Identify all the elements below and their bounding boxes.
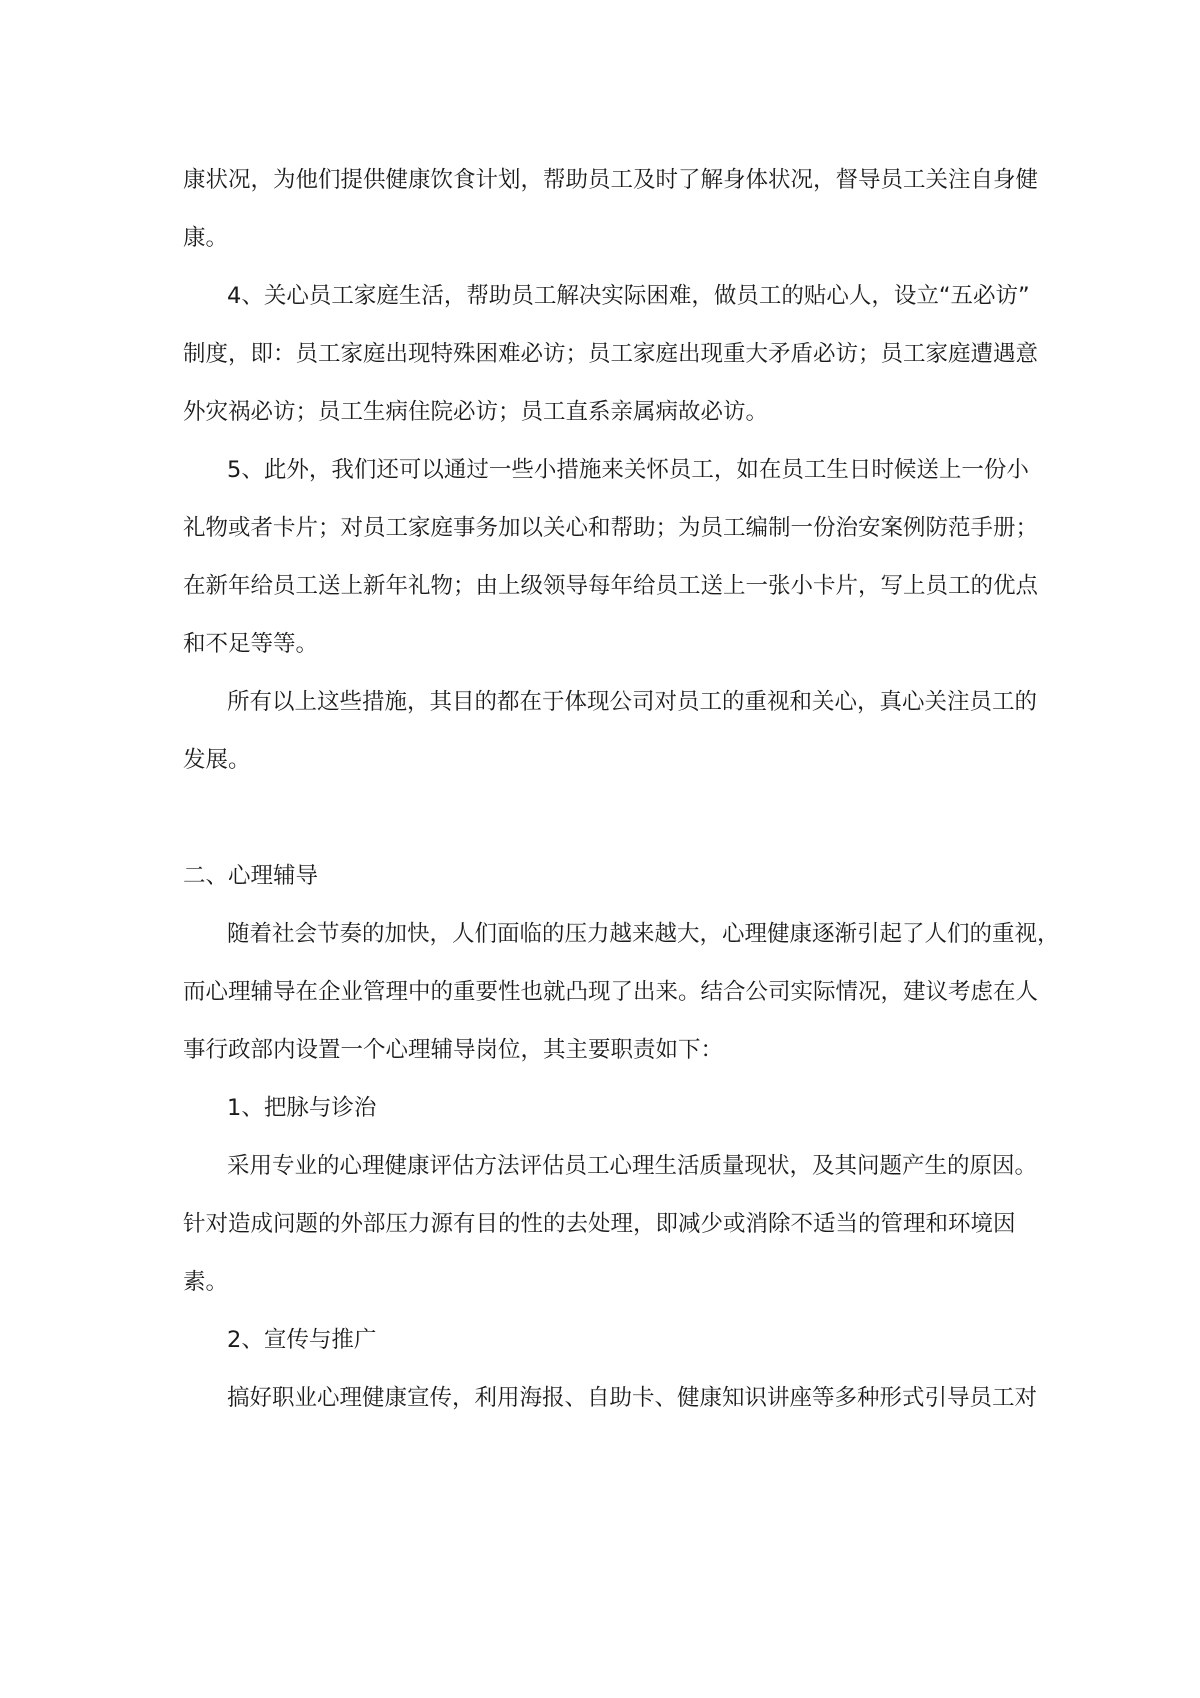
body-text-line: 和不足等等。	[183, 631, 319, 657]
paragraph-item-4-line: 4、关心员工家庭生活，帮助员工解决实际困难，做员工的贴心人，设立“五必访”	[227, 283, 1030, 309]
subheading-2: 2、宣传与推广	[227, 1327, 377, 1353]
body-text-line: 发展。	[183, 747, 251, 773]
intro-paragraph-line: 随着社会节奏的加快，人们面临的压力越来越大，心理健康逐渐引起了人们的重视，	[227, 921, 1060, 947]
paragraph-item-5-line: 5、此外，我们还可以通过一些小措施来关怀员工，如在员工生日时候送上一份小	[227, 457, 1029, 483]
body-text-line: 制度，即：员工家庭出现特殊困难必访；员工家庭出现重大矛盾必访；员工家庭遭遇意	[183, 341, 1039, 367]
body-text-line: 在新年给员工送上新年礼物；由上级领导每年给员工送上一张小卡片，写上员工的优点	[183, 573, 1039, 599]
summary-paragraph-line: 所有以上这些措施，其目的都在于体现公司对员工的重视和关心，真心关注员工的	[227, 689, 1038, 715]
paragraph-line: 搞好职业心理健康宣传，利用海报、自助卡、健康知识讲座等多种形式引导员工对	[227, 1385, 1038, 1411]
body-text-line: 康状况，为他们提供健康饮食计划，帮助员工及时了解身体状况，督导员工关注自身健	[183, 167, 1039, 193]
body-text-line: 事行政部内设置一个心理辅导岗位，其主要职责如下：	[183, 1037, 724, 1063]
body-text-line: 针对造成问题的外部压力源有目的性的去处理，即减少或消除不适当的管理和环境因	[183, 1211, 1016, 1237]
body-text-line: 礼物或者卡片；对员工家庭事务加以关心和帮助；为员工编制一份治安案例防范手册；	[183, 515, 1039, 541]
section-heading: 二、心理辅导	[183, 863, 319, 889]
subheading-1: 1、把脉与诊治	[227, 1095, 377, 1121]
body-text-line: 康。	[183, 225, 229, 251]
body-text-line: 而心理辅导在企业管理中的重要性也就凸现了出来。结合公司实际情况，建议考虑在人	[183, 979, 1039, 1005]
body-text-line: 素。	[183, 1269, 229, 1295]
paragraph-line: 采用专业的心理健康评估方法评估员工心理生活质量现状，及其问题产生的原因。	[227, 1153, 1038, 1179]
body-text-line: 外灾祸必访；员工生病住院必访；员工直系亲属病故必访。	[183, 399, 769, 425]
